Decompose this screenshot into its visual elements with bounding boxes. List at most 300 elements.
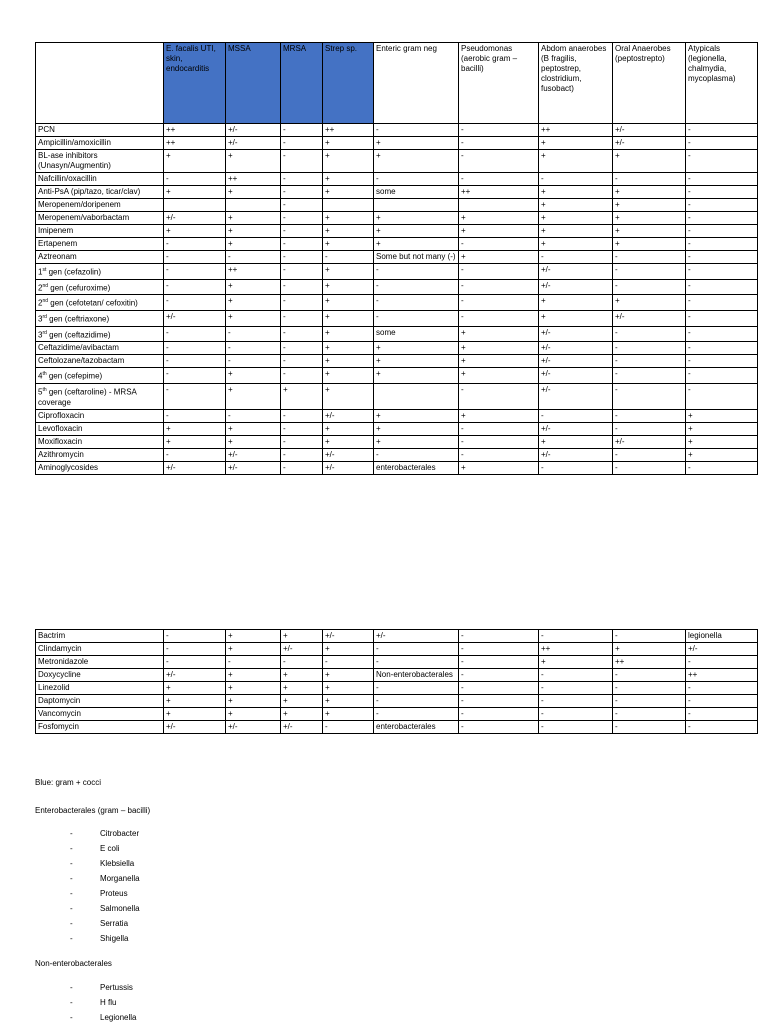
coverage-cell: -	[164, 238, 226, 251]
coverage-cell: -	[686, 708, 758, 721]
coverage-cell: +/-	[613, 137, 686, 150]
coverage-cell: -	[686, 150, 758, 173]
coverage-cell: -	[164, 368, 226, 384]
table-row	[36, 137, 758, 150]
drug-name-cell: Clindamycin	[36, 643, 164, 656]
drug-name-cell: 3rd gen (ceftazidime)	[36, 326, 164, 342]
coverage-cell: ++	[459, 186, 539, 199]
column-header: Enteric gram neg	[374, 43, 459, 124]
coverage-cell: -	[459, 295, 539, 311]
coverage-cell: +	[323, 435, 374, 448]
coverage-cell: -	[459, 721, 539, 734]
coverage-cell: -	[226, 355, 281, 368]
list-item: - Salmonella	[70, 904, 140, 913]
coverage-cell: -	[374, 682, 459, 695]
coverage-cell: -	[281, 355, 323, 368]
coverage-cell	[459, 199, 539, 212]
coverage-cell: -	[686, 225, 758, 238]
coverage-cell: +	[374, 238, 459, 251]
coverage-cell: -	[686, 721, 758, 734]
coverage-cell: +/-	[539, 342, 613, 355]
coverage-cell: +	[164, 186, 226, 199]
coverage-cell: -	[281, 199, 323, 212]
coverage-cell: +	[226, 225, 281, 238]
coverage-cell: +	[226, 643, 281, 656]
coverage-cell: +/-	[226, 448, 281, 461]
drug-name-cell: 4th gen (cefepime)	[36, 368, 164, 384]
coverage-cell: -	[613, 682, 686, 695]
coverage-cell: -	[686, 695, 758, 708]
table-row	[36, 643, 758, 656]
coverage-cell: -	[686, 383, 758, 409]
coverage-cell: some	[374, 326, 459, 342]
drug-name-cell: Bactrim	[36, 630, 164, 643]
coverage-cell: +	[164, 682, 226, 695]
coverage-cell: +	[164, 695, 226, 708]
coverage-cell: -	[613, 669, 686, 682]
coverage-cell: -	[613, 383, 686, 409]
coverage-cell: +	[323, 310, 374, 326]
coverage-cell: -	[539, 173, 613, 186]
coverage-cell: +	[226, 295, 281, 311]
coverage-cell: +	[226, 186, 281, 199]
coverage-cell: +	[686, 409, 758, 422]
coverage-cell: -	[459, 695, 539, 708]
list-item: - E coli	[70, 844, 120, 853]
drug-name-cell: 5th gen (ceftaroline) - MRSA coverage	[36, 383, 164, 409]
table-row	[36, 124, 758, 137]
coverage-cell: -	[374, 656, 459, 669]
coverage-cell: +	[323, 342, 374, 355]
drug-name-cell: Daptomycin	[36, 695, 164, 708]
coverage-cell: +	[281, 708, 323, 721]
coverage-cell	[374, 383, 459, 409]
coverage-cell: +	[164, 435, 226, 448]
coverage-cell: +	[323, 326, 374, 342]
drug-name-cell: Aminoglycosides	[36, 461, 164, 474]
coverage-cell: +/-	[539, 422, 613, 435]
coverage-cell: +/-	[164, 212, 226, 225]
coverage-cell: -	[164, 383, 226, 409]
drug-name-cell: PCN	[36, 124, 164, 137]
coverage-cell: +	[323, 708, 374, 721]
table-row	[36, 326, 758, 342]
coverage-cell: +/-	[539, 383, 613, 409]
coverage-cell: -	[226, 251, 281, 264]
coverage-cell: +	[374, 435, 459, 448]
coverage-cell: +	[539, 435, 613, 448]
coverage-cell: +	[613, 238, 686, 251]
coverage-cell: +	[281, 669, 323, 682]
drug-name-cell: Moxifloxacin	[36, 435, 164, 448]
table-row	[36, 173, 758, 186]
column-header: Abdom anaerobes (B fragilis, peptostrep, clostridium, fusobact)	[539, 43, 613, 124]
coverage-cell: +	[323, 669, 374, 682]
coverage-cell: -	[613, 708, 686, 721]
enterobacterales-title: Enterobacterales (gram – bacilli)	[35, 806, 151, 815]
coverage-cell: -	[281, 251, 323, 264]
non-enterobacterales-title: Non-enterobacterales	[35, 959, 112, 968]
coverage-cell: -	[613, 279, 686, 295]
list-item: - Proteus	[70, 889, 128, 898]
coverage-cell: -	[281, 173, 323, 186]
coverage-cell: -	[539, 409, 613, 422]
coverage-cell: -	[686, 173, 758, 186]
coverage-cell: -	[459, 682, 539, 695]
column-header: Oral Anaerobes (peptostrepto)	[613, 43, 686, 124]
table-row	[36, 342, 758, 355]
coverage-cell: -	[459, 264, 539, 280]
list-item: - Klebsiella	[70, 859, 135, 868]
coverage-cell: -	[323, 721, 374, 734]
drug-name-cell: Ampicillin/amoxicillin	[36, 137, 164, 150]
coverage-cell: +	[323, 150, 374, 173]
coverage-cell: -	[164, 326, 226, 342]
coverage-cell: -	[164, 173, 226, 186]
coverage-cell: -	[613, 342, 686, 355]
coverage-cell: +	[323, 643, 374, 656]
coverage-cell: +	[323, 383, 374, 409]
coverage-cell: -	[459, 656, 539, 669]
coverage-cell: +/-	[226, 461, 281, 474]
table-row	[36, 150, 758, 173]
coverage-cell: +	[281, 682, 323, 695]
coverage-cell: -	[459, 643, 539, 656]
coverage-cell: enterobacterales	[374, 721, 459, 734]
coverage-cell: -	[686, 326, 758, 342]
coverage-cell: -	[539, 695, 613, 708]
coverage-cell: -	[281, 461, 323, 474]
coverage-cell: -	[374, 643, 459, 656]
coverage-cell: +	[374, 225, 459, 238]
coverage-cell: -	[281, 326, 323, 342]
coverage-cell: +	[539, 186, 613, 199]
coverage-cell: +	[374, 355, 459, 368]
table-row	[36, 199, 758, 212]
coverage-cell: +	[226, 669, 281, 682]
coverage-cell: -	[459, 279, 539, 295]
coverage-cell: +	[459, 225, 539, 238]
coverage-cell: +	[323, 225, 374, 238]
coverage-cell: -	[613, 630, 686, 643]
coverage-cell: -	[281, 212, 323, 225]
coverage-cell: -	[164, 448, 226, 461]
coverage-cell: +	[686, 435, 758, 448]
coverage-cell: +	[226, 150, 281, 173]
coverage-cell: -	[686, 251, 758, 264]
table-row	[36, 448, 758, 461]
coverage-cell: -	[613, 409, 686, 422]
coverage-cell: ++	[226, 173, 281, 186]
coverage-cell: +	[164, 708, 226, 721]
non-enterobacterales-list	[70, 980, 136, 1025]
coverage-cell: -	[281, 656, 323, 669]
coverage-cell: -	[164, 251, 226, 264]
list-item: - Shigella	[70, 934, 129, 943]
column-header	[36, 43, 164, 124]
coverage-cell: +	[613, 199, 686, 212]
coverage-cell: -	[613, 461, 686, 474]
table-row	[36, 295, 758, 311]
table-row	[36, 708, 758, 721]
coverage-cell: -	[686, 342, 758, 355]
table-row	[36, 630, 758, 643]
coverage-cell: enterobacterales	[374, 461, 459, 474]
drug-name-cell: 1st gen (cefazolin)	[36, 264, 164, 280]
coverage-cell: -	[281, 264, 323, 280]
coverage-cell: +	[323, 422, 374, 435]
coverage-cell: -	[323, 656, 374, 669]
column-header: Strep sp.	[323, 43, 374, 124]
coverage-cell: -	[164, 342, 226, 355]
coverage-cell: +/-	[164, 669, 226, 682]
coverage-cell: -	[374, 173, 459, 186]
coverage-cell: +	[323, 173, 374, 186]
list-item: - Legionella	[70, 1013, 137, 1022]
coverage-cell: +	[323, 238, 374, 251]
coverage-cell: +	[226, 310, 281, 326]
coverage-cell: +	[374, 368, 459, 384]
coverage-cell: -	[164, 643, 226, 656]
coverage-cell: -	[281, 238, 323, 251]
coverage-cell: -	[459, 630, 539, 643]
coverage-cell: +/-	[281, 643, 323, 656]
coverage-cell: +	[374, 150, 459, 173]
coverage-cell: +/-	[686, 643, 758, 656]
coverage-cell: -	[281, 368, 323, 384]
coverage-cell: ++	[539, 643, 613, 656]
coverage-cell: -	[539, 461, 613, 474]
drug-name-cell: Fosfomycin	[36, 721, 164, 734]
list-item: - Citrobacter	[70, 829, 140, 838]
coverage-cell: +	[323, 368, 374, 384]
coverage-cell: +	[226, 708, 281, 721]
table-row	[36, 264, 758, 280]
coverage-cell: ++	[539, 124, 613, 137]
drug-name-cell: Linezolid	[36, 682, 164, 695]
table-row	[36, 669, 758, 682]
coverage-cell: -	[459, 669, 539, 682]
coverage-cell: -	[374, 448, 459, 461]
enterobacterales-list	[70, 826, 140, 946]
coverage-cell: -	[281, 310, 323, 326]
coverage-cell: +/-	[539, 279, 613, 295]
coverage-cell: +	[226, 422, 281, 435]
coverage-cell	[323, 199, 374, 212]
coverage-cell: +	[226, 212, 281, 225]
drug-name-cell: Meropenem/doripenem	[36, 199, 164, 212]
coverage-cell: -	[613, 448, 686, 461]
table-row	[36, 368, 758, 384]
coverage-cell: +	[164, 225, 226, 238]
list-item: - Morganella	[70, 874, 140, 883]
coverage-cell: +	[323, 682, 374, 695]
coverage-cell: +/-	[539, 368, 613, 384]
coverage-cell: -	[459, 448, 539, 461]
coverage-cell: +	[539, 238, 613, 251]
coverage-cell: -	[686, 656, 758, 669]
coverage-cell: +/-	[613, 435, 686, 448]
coverage-cell: +/-	[164, 461, 226, 474]
coverage-cell: +	[226, 435, 281, 448]
coverage-cell: +/-	[374, 630, 459, 643]
coverage-cell: +	[374, 212, 459, 225]
coverage-cell: -	[613, 695, 686, 708]
coverage-cell: ++	[686, 669, 758, 682]
coverage-cell: +	[374, 422, 459, 435]
coverage-cell: +	[374, 342, 459, 355]
table-row	[36, 310, 758, 326]
coverage-cell: +	[226, 682, 281, 695]
coverage-cell: +	[226, 238, 281, 251]
coverage-cell: -	[459, 150, 539, 173]
coverage-cell: +/-	[539, 264, 613, 280]
coverage-cell: +/-	[539, 326, 613, 342]
table-row	[36, 435, 758, 448]
drug-name-cell: Ceftolozane/tazobactam	[36, 355, 164, 368]
coverage-cell: -	[164, 656, 226, 669]
coverage-cell: -	[459, 422, 539, 435]
column-header: MRSA	[281, 43, 323, 124]
drug-name-cell: BL-ase inhibitors (Unasyn/Augmentin)	[36, 150, 164, 173]
coverage-cell: ++	[164, 137, 226, 150]
coverage-cell: -	[459, 435, 539, 448]
coverage-cell: -	[613, 422, 686, 435]
coverage-cell: -	[459, 238, 539, 251]
coverage-cell: +	[323, 137, 374, 150]
coverage-cell: +	[539, 656, 613, 669]
coverage-cell: -	[281, 225, 323, 238]
coverage-cell: -	[281, 295, 323, 311]
table-row	[36, 383, 758, 409]
coverage-cell: -	[686, 461, 758, 474]
drug-name-cell: Nafcillin/oxacillin	[36, 173, 164, 186]
coverage-cell: -	[374, 695, 459, 708]
drug-name-cell: Meropenem/vaborbactam	[36, 212, 164, 225]
antibiotic-coverage-table-1	[35, 42, 758, 475]
coverage-cell: +/-	[164, 721, 226, 734]
drug-name-cell: Azithromycin	[36, 448, 164, 461]
coverage-cell: +/-	[281, 721, 323, 734]
drug-name-cell: Ciprofloxacin	[36, 409, 164, 422]
drug-name-cell: Ceftazidime/avibactam	[36, 342, 164, 355]
coverage-cell: -	[374, 310, 459, 326]
coverage-cell: +	[459, 368, 539, 384]
coverage-cell: +/-	[226, 124, 281, 137]
coverage-cell: -	[686, 279, 758, 295]
coverage-cell: +/-	[323, 409, 374, 422]
drug-name-cell: Anti-PsA (pip/tazo, ticar/clav)	[36, 186, 164, 199]
coverage-cell: -	[281, 448, 323, 461]
drug-name-cell: Vancomycin	[36, 708, 164, 721]
coverage-cell: -	[459, 173, 539, 186]
coverage-cell: +	[459, 212, 539, 225]
coverage-cell: +	[613, 225, 686, 238]
coverage-cell: +/-	[539, 355, 613, 368]
coverage-cell: +	[323, 186, 374, 199]
table-row	[36, 695, 758, 708]
coverage-cell: -	[226, 342, 281, 355]
table-header-row	[36, 43, 758, 124]
list-item: - Pertussis	[70, 983, 133, 992]
coverage-cell: +	[226, 695, 281, 708]
coverage-cell: -	[281, 435, 323, 448]
coverage-cell: +	[459, 251, 539, 264]
coverage-cell: -	[459, 310, 539, 326]
coverage-cell: -	[613, 355, 686, 368]
coverage-cell: -	[686, 238, 758, 251]
coverage-cell: -	[686, 124, 758, 137]
coverage-cell: +	[613, 186, 686, 199]
drug-name-cell: Metronidazole	[36, 656, 164, 669]
table-row	[36, 461, 758, 474]
coverage-cell: -	[281, 186, 323, 199]
table-row	[36, 656, 758, 669]
coverage-cell: -	[613, 173, 686, 186]
table-row	[36, 409, 758, 422]
coverage-cell: +	[539, 137, 613, 150]
coverage-cell: -	[539, 721, 613, 734]
coverage-cell: +	[459, 409, 539, 422]
coverage-cell: ++	[226, 264, 281, 280]
coverage-cell	[164, 199, 226, 212]
coverage-cell: +	[323, 264, 374, 280]
coverage-cell: +/-	[613, 310, 686, 326]
coverage-cell: -	[539, 708, 613, 721]
antibiotic-coverage-table-2	[35, 629, 758, 734]
coverage-cell: ++	[613, 656, 686, 669]
coverage-cell: +	[613, 212, 686, 225]
coverage-cell: -	[226, 409, 281, 422]
coverage-cell: -	[164, 409, 226, 422]
coverage-cell: -	[164, 264, 226, 280]
coverage-cell: -	[539, 669, 613, 682]
coverage-cell: -	[164, 279, 226, 295]
coverage-cell: -	[374, 708, 459, 721]
column-header: Pseudomonas (aerobic gram – bacilli)	[459, 43, 539, 124]
coverage-cell: +	[539, 310, 613, 326]
coverage-cell: legionella	[686, 630, 758, 643]
coverage-cell: -	[374, 295, 459, 311]
table-row	[36, 721, 758, 734]
coverage-cell: +	[459, 355, 539, 368]
coverage-cell: +	[539, 212, 613, 225]
drug-name-cell: Ertapenem	[36, 238, 164, 251]
coverage-cell: +	[459, 461, 539, 474]
coverage-cell: +/-	[226, 721, 281, 734]
coverage-cell	[374, 199, 459, 212]
coverage-cell: -	[613, 326, 686, 342]
coverage-cell: +	[164, 150, 226, 173]
coverage-cell: -	[613, 264, 686, 280]
coverage-cell: +	[613, 643, 686, 656]
coverage-cell: -	[686, 186, 758, 199]
coverage-cell: +	[323, 279, 374, 295]
coverage-cell: -	[164, 355, 226, 368]
coverage-cell: +	[226, 368, 281, 384]
coverage-cell: +	[323, 212, 374, 225]
coverage-cell: some	[374, 186, 459, 199]
coverage-cell: -	[281, 137, 323, 150]
coverage-cell: -	[686, 295, 758, 311]
coverage-cell: -	[459, 137, 539, 150]
table-row	[36, 355, 758, 368]
coverage-cell: +	[613, 150, 686, 173]
table-row	[36, 422, 758, 435]
drug-name-cell: Doxycycline	[36, 669, 164, 682]
coverage-cell: +/-	[323, 461, 374, 474]
coverage-cell: +/-	[164, 310, 226, 326]
